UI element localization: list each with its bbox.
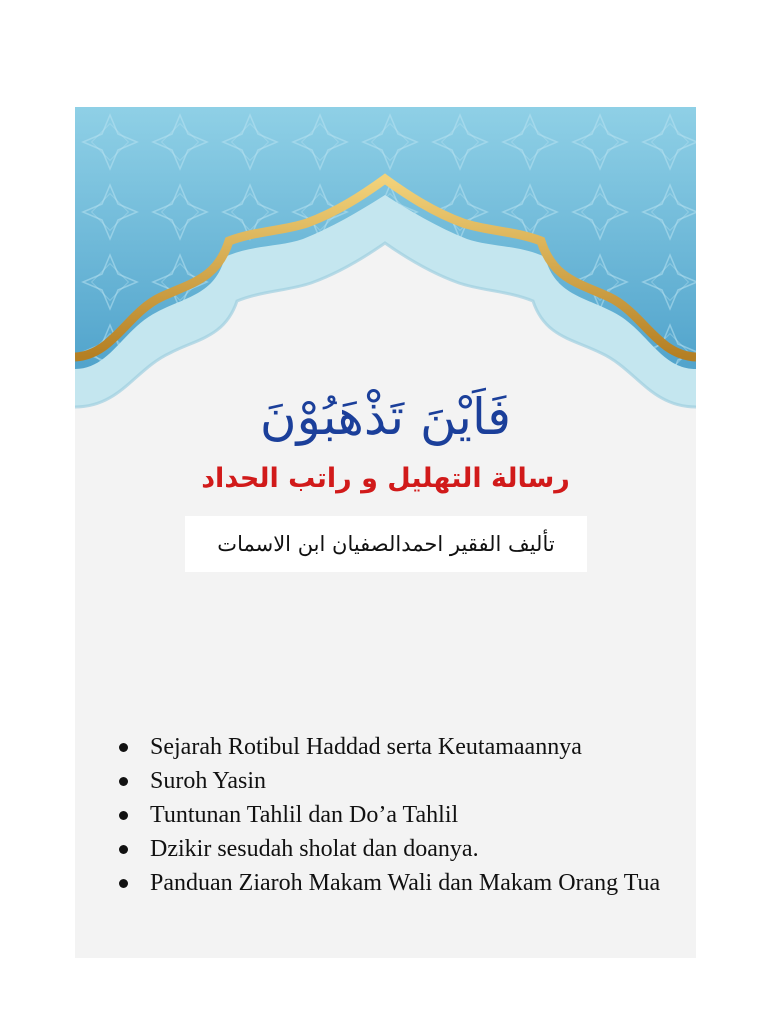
author-box: [185, 516, 587, 572]
bullet-icon: [119, 879, 128, 888]
bullet-icon: [119, 845, 128, 854]
author-text: تأليف الفقير احمدالصفيان ابن الاسمات: [217, 532, 555, 556]
bullet-icon: [119, 811, 128, 820]
bullet-icon: [119, 743, 128, 752]
list-item: Suroh Yasin: [112, 766, 682, 796]
bullet-icon: [119, 777, 128, 786]
list-item: Panduan Ziaroh Makam Wali dan Makam Orang Tua: [112, 868, 682, 898]
list-item: Dzikir sesudah sholat dan doanya.: [112, 834, 682, 864]
contents-list: [112, 732, 682, 902]
arabic-subtitle: رسالة التهليل و راتب الحداد: [201, 463, 570, 494]
arabic-title: فَاَيْنَ تَذْهَبُوْنَ: [259, 388, 512, 446]
list-item: Tuntunan Tahlil dan Do’a Tahlil: [112, 800, 682, 830]
book-cover: [75, 107, 696, 958]
list-item: Sejarah Rotibul Haddad serta Keutamaannya: [112, 732, 682, 762]
